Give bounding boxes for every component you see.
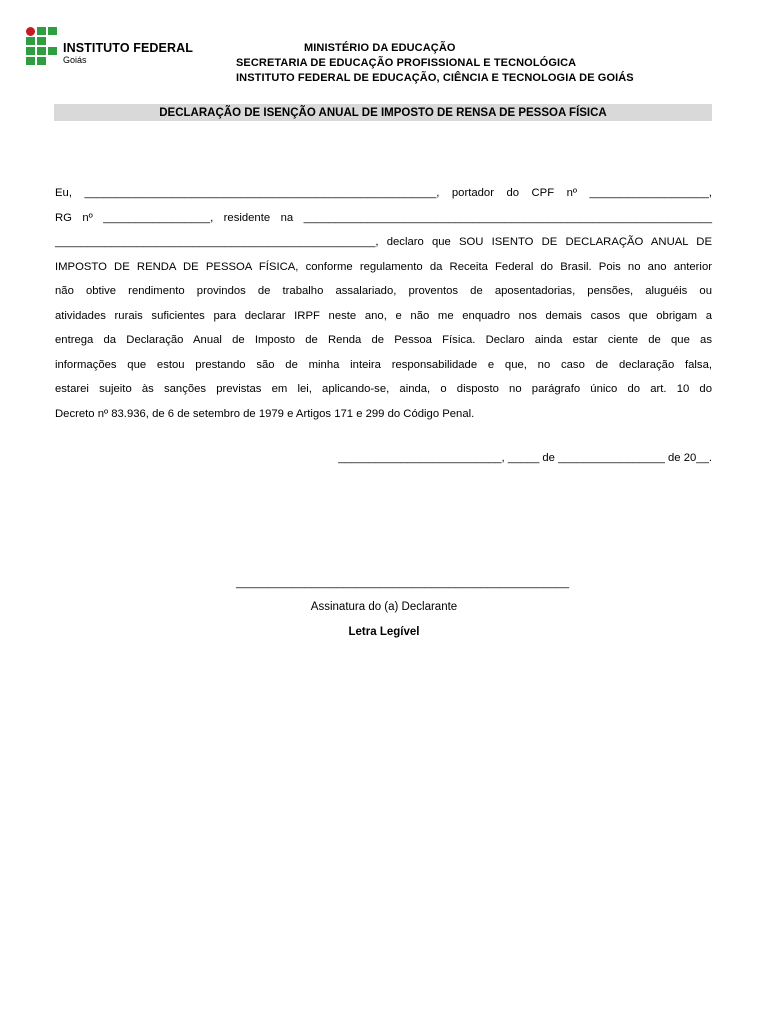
body-line: entrega da Declaração Anual de Imposto de Renda de Pessoa Física. Declaro ainda estar ciente de que as [55,334,712,346]
body-line: IMPOSTO DE RENDA DE PESSOA FÍSICA, conforme regulamento da Receita Federal do Brasil. Pois no ano anterior [55,260,712,273]
declaration-body [55,181,712,426]
logo-square [37,57,46,65]
logo-square [37,47,46,55]
logo-square [37,27,46,35]
header-secretariat: SECRETARIA DE EDUCAÇÃO PROFISSIONAL E TECNOLÓGICA [236,57,577,69]
document-title-bar [54,104,712,121]
logo-square [26,47,35,55]
signature-label: Assinatura do (a) Declarante [310,601,458,613]
logo-square [48,47,57,55]
header-ministry: MINISTÉRIO DA EDUCAÇÃO [304,42,456,54]
body-line: não obtive rendimento provindos de trabalho assalariado, proventos de aposentadorias, pensões, aluguéis ou [55,285,712,297]
body-line: estarei sujeito às sanções previstas em lei, aplicando-se, ainda, o disposto no parágrafo único do art. 10 do [55,383,712,395]
logo-name: INSTITUTO FEDERAL [63,41,193,55]
body-line: atividades rurais suficientes para declarar IRPF neste ano, e não me enquadro nos demais casos que obrigam a [55,309,712,322]
logo-square [37,37,46,45]
logo-square [48,27,57,35]
document-title: DECLARAÇÃO DE ISENÇÃO ANUAL DE IMPOSTO DE RENSA DE PESSOA FÍSICA [159,106,607,119]
body-line: informações que estou prestando são de minha inteira responsabilidade e que, no caso de declaração falsa, [55,358,712,371]
logo-red-dot [26,27,35,36]
body-line: Eu, ________________________________________________________, portador do CPF nº ___________________, [55,187,712,199]
logo-campus: Goiás [63,55,87,65]
logo-square [26,57,35,65]
institution-logo [25,26,200,66]
body-line: ___________________________________________________, declaro que SOU ISENTO DE DECLARAÇÃO ANUAL DE [55,236,712,248]
date-fill-line: __________________________, _____ de _________________ de 20__. [338,452,712,464]
logo-mark-icon [25,26,59,64]
body-line: RG nº _________________, residente na _________________________________________________________________ [55,211,712,224]
signature-sublabel: Letra Legível [348,626,420,638]
signature-line: _____________________________________________________ [236,577,569,589]
body-line: Decreto nº 83.936, de 6 de setembro de 1979 e Artigos 171 e 299 do Código Penal. [55,407,475,420]
header-institute: INSTITUTO FEDERAL DE EDUCAÇÃO, CIÊNCIA E TECNOLOGIA DE GOIÁS [236,72,634,84]
logo-square [26,37,35,45]
